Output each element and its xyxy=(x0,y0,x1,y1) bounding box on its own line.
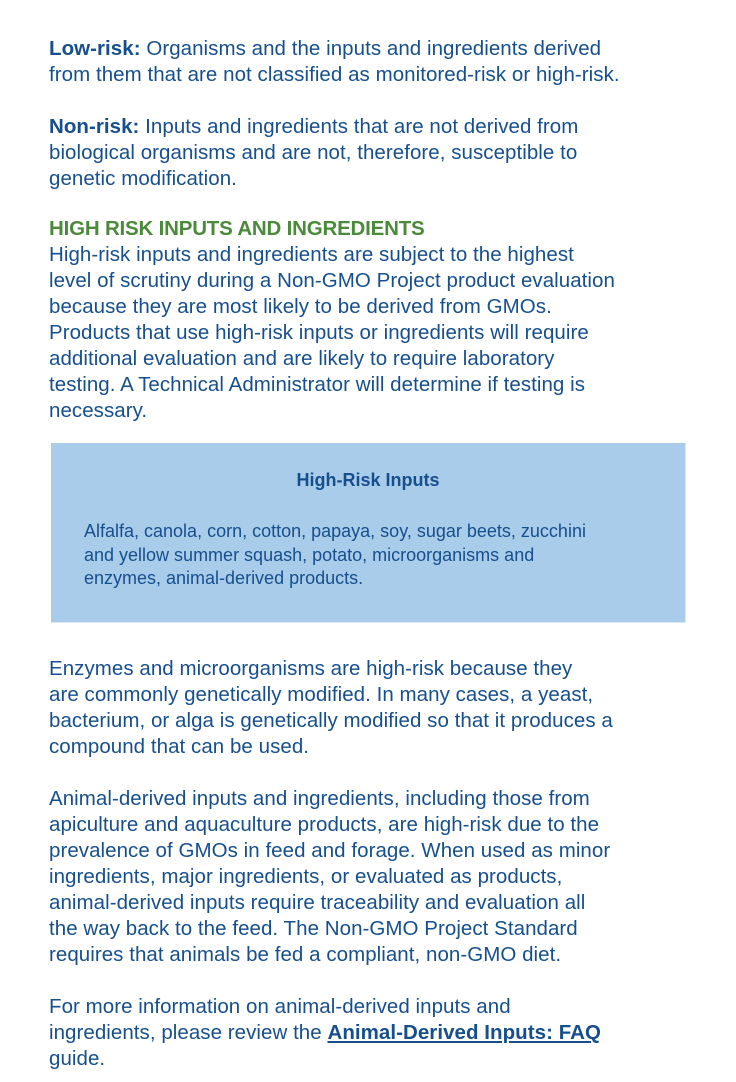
paragraph-line: ingredients, please review the xyxy=(49,1021,328,1044)
paragraph-line: the way back to the feed. The Non-GMO Project Standard xyxy=(49,917,578,940)
paragraph-line: bacterium, or alga is genetically modified so that it produces a xyxy=(49,709,613,732)
definition-line: genetic modification. xyxy=(49,167,237,190)
animal-derived-inputs-faq-link[interactable]: Animal-Derived Inputs: FAQ xyxy=(327,1021,601,1044)
paragraph-line: guide. xyxy=(49,1047,106,1070)
term-non-risk: Non-risk: xyxy=(49,115,140,138)
paragraph-line: Enzymes and microorganisms are high-risk because they xyxy=(49,657,573,680)
definition-low-risk xyxy=(49,36,689,88)
callout-line: and yellow summer squash, potato, microorganisms and xyxy=(84,544,535,565)
paragraph-line: necessary. xyxy=(49,399,148,422)
term-low-risk: Low-risk: xyxy=(49,37,141,60)
callout-line: Alfalfa, canola, corn, cotton, papaya, soy, sugar beets, zucchini xyxy=(84,521,586,541)
callout-line: enzymes, animal-derived products. xyxy=(84,568,364,588)
paragraph-line: prevalence of GMOs in feed and forage. When used as minor xyxy=(49,839,611,862)
callout-body xyxy=(84,520,654,591)
paragraph-line: additional evaluation and are likely to require laboratory xyxy=(49,347,555,370)
paragraph-line: are commonly genetically modified. In many cases, a yeast, xyxy=(49,683,594,706)
document-upper xyxy=(49,36,689,424)
definition-non-risk xyxy=(49,114,689,192)
paragraph-line: level of scrutiny during a Non-GMO Project product evaluation xyxy=(49,269,615,292)
paragraph-line: testing. A Technical Administrator will determine if testing is xyxy=(49,373,586,396)
definition-line: biological organisms and are not, therefore, susceptible to xyxy=(49,141,578,164)
paragraph-line: High-risk inputs and ingredients are subject to the highest xyxy=(49,243,574,266)
paragraph-line: because they are most likely to be derived from GMOs. xyxy=(49,295,552,318)
definition-line: Organisms and the inputs and ingredients derived xyxy=(140,37,602,60)
section-heading: HIGH RISK INPUTS AND INGREDIENTS xyxy=(49,217,425,240)
paragraph-line: ingredients, major ingredients, or evaluated as products, xyxy=(49,865,563,888)
callout-title: High-Risk Inputs xyxy=(296,470,440,490)
high-risk-paragraph xyxy=(49,242,689,424)
definition-line: from them that are not classified as monitored-risk or high-risk. xyxy=(49,63,620,86)
more-info-paragraph xyxy=(49,994,689,1072)
paragraph-line: For more information on animal-derived inputs and xyxy=(49,995,511,1018)
high-risk-inputs-callout xyxy=(51,443,686,623)
paragraph-line: animal-derived inputs require traceability and evaluation all xyxy=(49,891,586,914)
document-lower xyxy=(49,656,689,1072)
paragraph-line: Products that use high-risk inputs or ingredients will require xyxy=(49,321,589,344)
paragraph-line: apiculture and aquaculture products, are high-risk due to the xyxy=(49,813,600,836)
paragraph-line: compound that can be used. xyxy=(49,735,310,758)
definition-line: Inputs and ingredients that are not derived from xyxy=(139,115,579,138)
paragraph-line: requires that animals be fed a compliant, non-GMO diet. xyxy=(49,943,562,966)
paragraph-line: Animal-derived inputs and ingredients, including those from xyxy=(49,787,590,810)
enzymes-paragraph xyxy=(49,656,689,760)
animal-derived-paragraph xyxy=(49,786,689,968)
